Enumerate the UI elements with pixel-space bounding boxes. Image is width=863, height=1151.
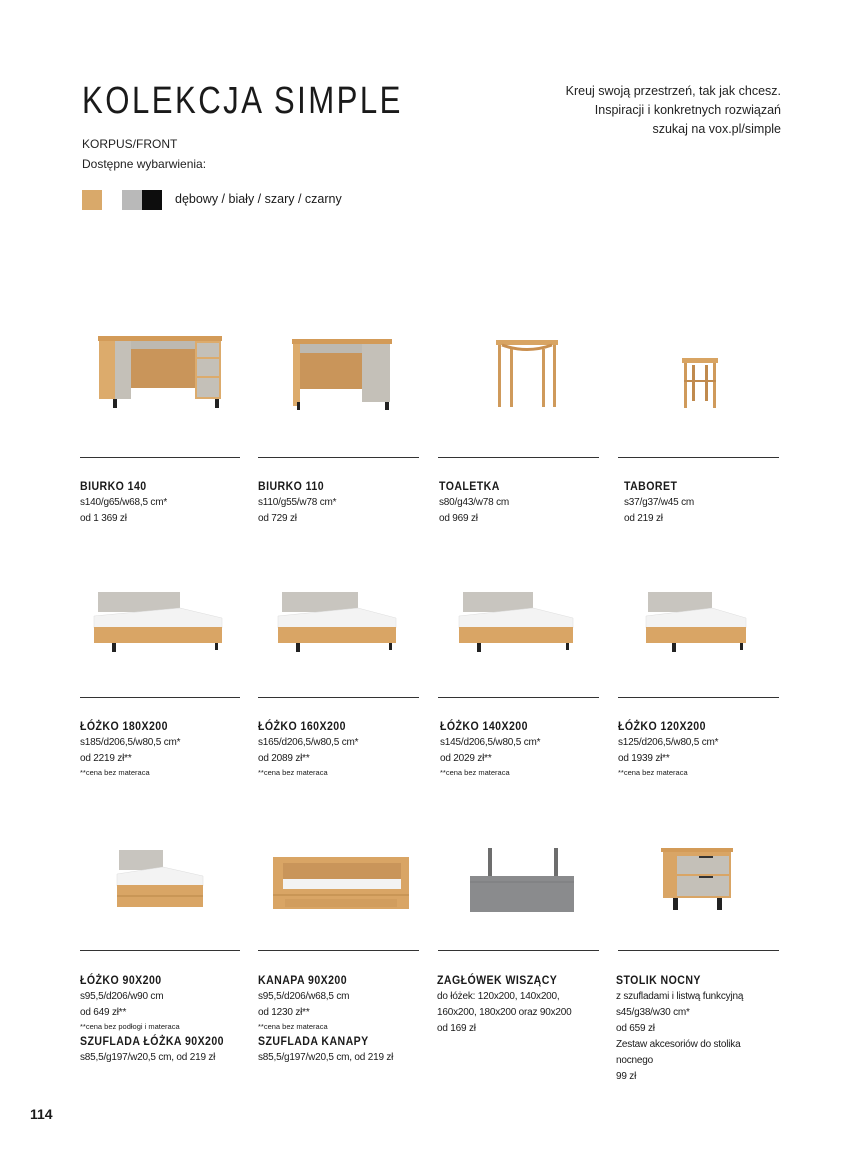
- product-price: od 649 zł**: [80, 1007, 127, 1018]
- product-note: **cena bez podłogi i materaca: [80, 1022, 180, 1031]
- product-price: od 2089 zł**: [258, 753, 310, 764]
- product-price: od 1 369 zł: [80, 513, 127, 524]
- product-desc: nocnego: [616, 1055, 653, 1066]
- bed-140-icon: [459, 592, 577, 654]
- product-name: KANAPA 90X200: [258, 973, 348, 987]
- product-taboret: [624, 479, 694, 527]
- product-price: od 969 zł: [439, 513, 478, 524]
- product-dims: s110/g55/w78 cm*: [258, 497, 337, 508]
- product-dims: s145/d206,5/w80,5 cm*: [440, 737, 541, 748]
- product-note: **cena bez materaca: [618, 768, 688, 777]
- divider: [258, 457, 419, 458]
- tagline-line: Inspiracji i konkretnych rozwiązań: [594, 103, 781, 117]
- product-name: ŁÓŻKO 140X200: [440, 719, 528, 733]
- bed-160-icon: [278, 592, 400, 654]
- product-note: **cena bez materaca: [440, 768, 510, 777]
- product-price: od 2029 zł**: [440, 753, 492, 764]
- product-price: od 1939 zł**: [618, 753, 670, 764]
- product-stolik-nocny: [616, 973, 743, 1085]
- divider: [438, 950, 599, 951]
- product-name: BIURKO 110: [258, 479, 325, 493]
- product-biurko-140: [80, 479, 167, 527]
- product-lozko-180: [80, 719, 180, 779]
- product-name-secondary: SZUFLADA ŁÓŻKA 90X200: [80, 1034, 225, 1048]
- dressing-table-icon: [496, 340, 558, 408]
- hanging-headboard-icon: [470, 848, 574, 914]
- product-name: ŁÓŻKO 160X200: [258, 719, 346, 733]
- product-name: TOALETKA: [439, 479, 500, 493]
- korpus-label: KORPUS/FRONT: [82, 137, 178, 151]
- product-name: ZAGŁÓWEK WISZĄCY: [437, 973, 558, 987]
- divider: [438, 697, 599, 698]
- product-dims: s37/g37/w45 cm: [624, 497, 695, 508]
- tagline-line: szukaj na vox.pl/simple: [652, 122, 781, 136]
- product-price: od 219 zł: [624, 513, 663, 524]
- product-note: **cena bez materaca: [258, 768, 328, 777]
- product-dims: s185/d206,5/w80,5 cm*: [80, 737, 181, 748]
- product-note: **cena bez materaca: [258, 1022, 328, 1031]
- product-desc: z szufladami i listwą funkcyjną: [616, 991, 744, 1002]
- bed-90-icon: [117, 850, 207, 912]
- product-name: BIURKO 140: [80, 479, 147, 493]
- swatch-black: [142, 190, 162, 210]
- nightstand-icon: [661, 848, 735, 912]
- swatch-white: [102, 190, 122, 210]
- product-desc: 160x200, 180x200 oraz 90x200: [437, 1007, 572, 1018]
- desk-140-icon: [98, 336, 222, 410]
- product-dims-secondary: s85,5/g197/w20,5 cm, od 219 zł: [80, 1052, 216, 1063]
- divider: [80, 950, 240, 951]
- product-dims: s140/g65/w68,5 cm*: [80, 497, 168, 508]
- product-dims: s95,5/d206/w68,5 cm: [258, 991, 350, 1002]
- divider: [618, 457, 779, 458]
- product-dims: s80/g43/w78 cm: [439, 497, 510, 508]
- divider: [258, 950, 419, 951]
- divider: [80, 697, 240, 698]
- product-note: **cena bez materaca: [80, 768, 150, 777]
- tagline-line: Kreuj swoją przestrzeń, tak jak chcesz.: [565, 84, 781, 98]
- tagline: [461, 82, 781, 139]
- product-name: ŁÓŻKO 120X200: [618, 719, 706, 733]
- page-title: KOLEKCJA SIMPLE: [82, 80, 403, 122]
- available-colors-label: Dostępne wybarwienia:: [82, 157, 207, 171]
- product-price: od 1230 zł**: [258, 1007, 310, 1018]
- product-desc: do łóżek: 120x200, 140x200,: [437, 991, 560, 1002]
- page-number: 114: [30, 1106, 53, 1122]
- product-price: od 2219 zł**: [80, 753, 132, 764]
- sofa-bed-icon: [273, 857, 409, 911]
- divider: [618, 950, 779, 951]
- bed-180-icon: [94, 592, 226, 654]
- product-name: TABORET: [624, 479, 678, 493]
- swatch-oak: [82, 190, 102, 210]
- divider: [80, 457, 240, 458]
- product-desc: Zestaw akcesoriów do stolika: [616, 1039, 741, 1050]
- product-price: od 729 zł: [258, 513, 297, 524]
- product-name: STOLIK NOCNY: [616, 973, 701, 987]
- product-name: ŁÓŻKO 90X200: [80, 973, 162, 987]
- stool-icon: [678, 358, 722, 410]
- desk-110-icon: [292, 339, 392, 413]
- product-name-secondary: SZUFLADA KANAPY: [258, 1034, 369, 1048]
- product-name: ŁÓŻKO 180X200: [80, 719, 168, 733]
- color-swatches: [82, 190, 162, 210]
- product-dims-secondary: s85,5/g197/w20,5 cm, od 219 zł: [258, 1052, 394, 1063]
- product-dims: s95,5/d206/w90 cm: [80, 991, 164, 1002]
- bed-120-icon: [646, 592, 750, 654]
- product-kanapa: [258, 973, 393, 1066]
- product-price: 99 zł: [616, 1071, 637, 1082]
- product-price: od 659 zł: [616, 1023, 655, 1034]
- divider: [618, 697, 779, 698]
- product-biurko-110: [258, 479, 336, 527]
- product-toaletka: [439, 479, 509, 527]
- product-price: od 169 zł: [437, 1023, 476, 1034]
- product-zaglowek: [437, 973, 574, 1037]
- product-lozko-120: [618, 719, 718, 779]
- product-dims: s165/d206,5/w80,5 cm*: [258, 737, 359, 748]
- product-lozko-140: [440, 719, 540, 779]
- colors-text: dębowy / biały / szary / czarny: [175, 192, 342, 206]
- swatch-grey: [122, 190, 142, 210]
- product-lozko-90: [80, 973, 244, 1066]
- divider: [438, 457, 599, 458]
- product-dims: s125/d206,5/w80,5 cm*: [618, 737, 719, 748]
- product-lozko-160: [258, 719, 358, 779]
- divider: [258, 697, 419, 698]
- product-dims: s45/g38/w30 cm*: [616, 1007, 690, 1018]
